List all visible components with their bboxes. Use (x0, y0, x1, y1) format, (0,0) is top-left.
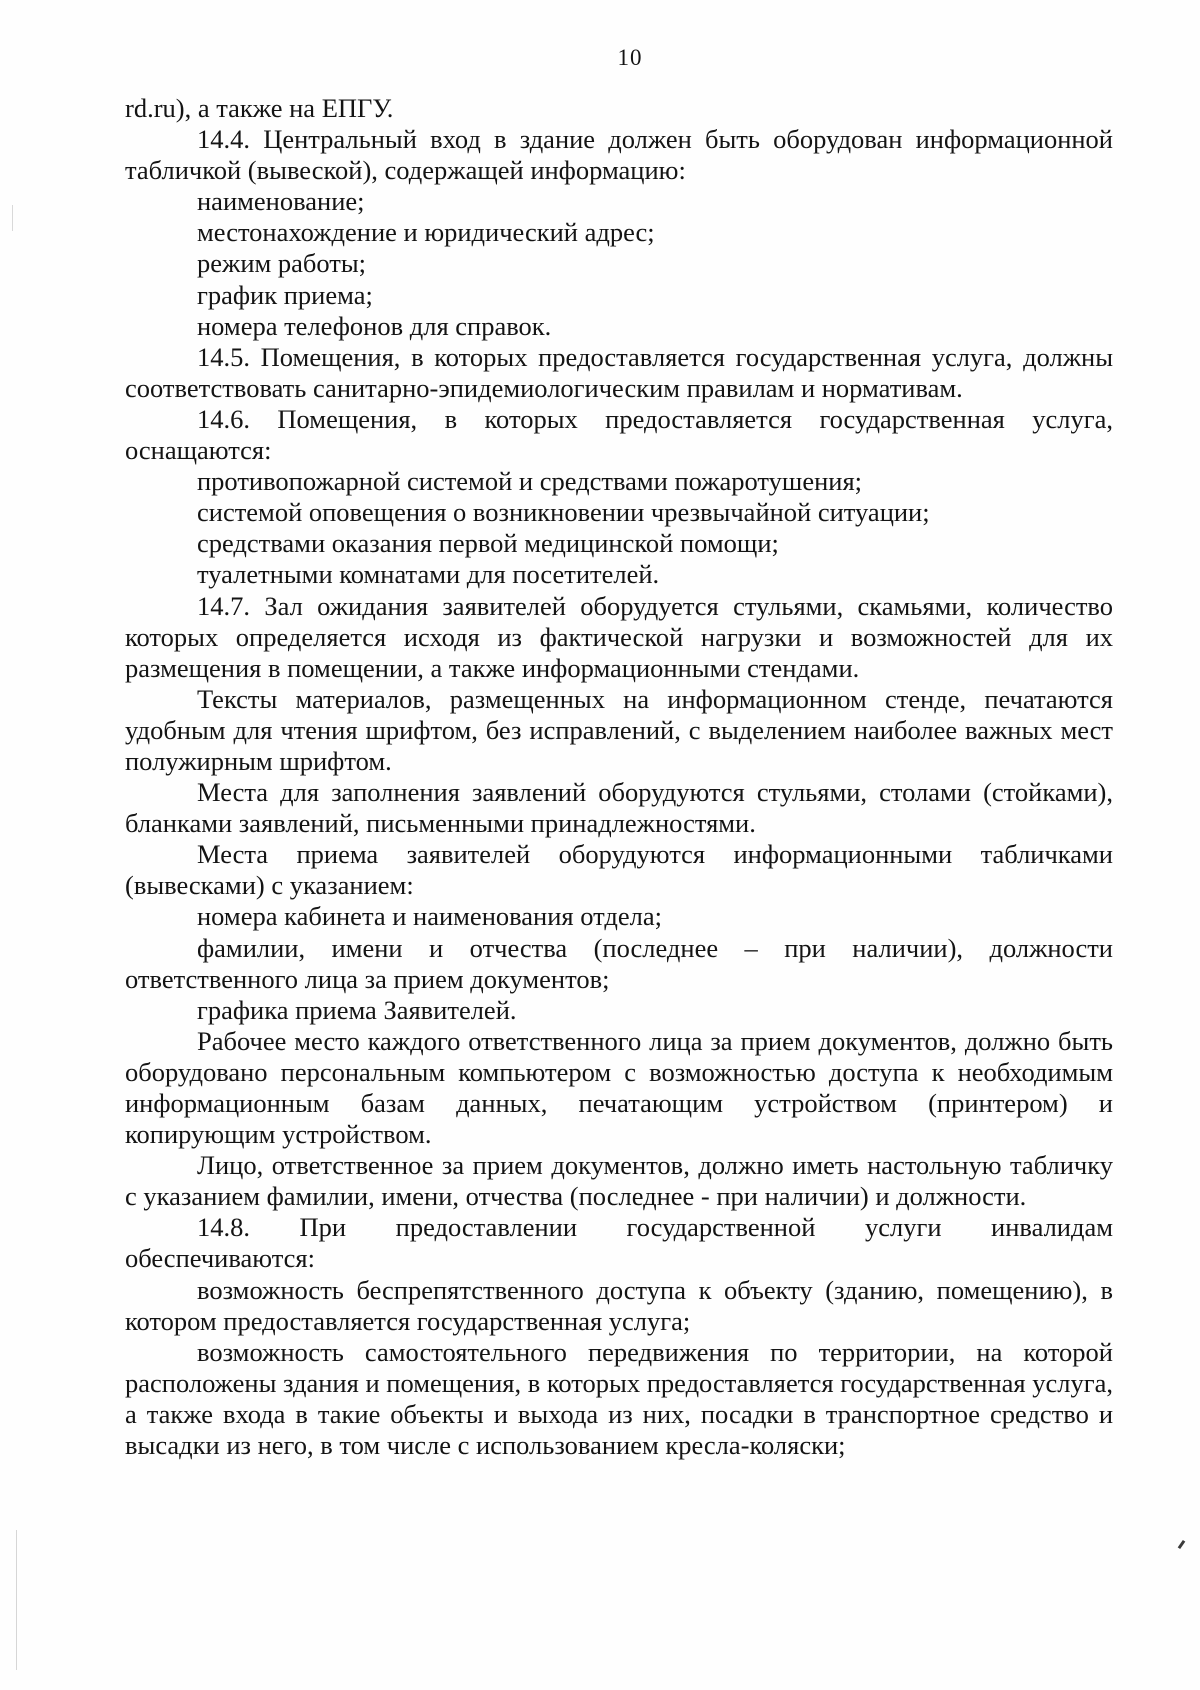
list-item: режим работы; (197, 248, 367, 279)
list-item: график приема; (197, 279, 373, 310)
list-item: туалетными комнатами для посетителей. (197, 559, 660, 590)
scan-margin-line (16, 1530, 17, 1670)
paragraph: возможность беспрепятственного доступа к объекту (зданию, помещению), в котором предоставляется государственная услуга; (125, 1274, 1113, 1336)
list-item: фамилии, имени и отчества (последнее – при наличии), должности ответственного лица за прием документов; (125, 932, 1113, 994)
list-item: противопожарной системой и средствами пожаротушения; (197, 466, 862, 497)
page-number: 10 (617, 45, 643, 70)
paragraph: Места приема заявителей оборудуются информационными табличками (вывесками) с указанием: (125, 839, 1113, 901)
list-item: номера телефонов для справок. (197, 310, 552, 341)
paragraph-continuation: rd.ru), а также на ЕПГУ. (125, 93, 394, 123)
paragraph-14-4: 14.4. Центральный вход в здание должен быть оборудован информационной табличкой (вывеской), содержащей информацию: (125, 124, 1113, 186)
paragraph: Тексты материалов, размещенных на информационном стенде, печатаются удобным для чтения шрифтом, без исправлений, с выделением наиболее важных мест полужирным шрифтом. (125, 683, 1113, 776)
paragraph: возможность самостоятельного передвижения по территории, на которой расположены здания и помещения, в которых предоставляется государственная услуга, а также входа в такие объекты и выхода из них, посадки в транспортное средство и высадки из него, в том числе с использованием кресла-коляски; (125, 1336, 1113, 1461)
list-item: системой оповещения о возникновении чрезвычайной ситуации; (197, 497, 930, 528)
paragraph: Рабочее место каждого ответственного лица за прием документов, должно быть оборудовано персональным компьютером с возможностью доступа к необходимым информационным базам данных, печатающим устройством (принтером) и копирующим устройством. (125, 1025, 1113, 1150)
paragraph: Лицо, ответственное за прием документов, должно иметь настольную табличку с указанием фамилии, имени, отчества (последнее - при наличии) и должности. (125, 1150, 1113, 1212)
paragraph-14-5: 14.5. Помещения, в которых предоставляется государственная услуга, должны соответствовать санитарно-эпидемиологическим правилам и нормативам. (125, 341, 1113, 403)
paragraph-14-6: 14.6. Помещения, в которых предоставляется государственная услуга, оснащаются: (125, 403, 1113, 466)
list-item: местонахождение и юридический адрес; (197, 217, 655, 248)
paragraph-continuation: обеспечиваются: (125, 1243, 315, 1274)
scan-margin-tick (12, 205, 13, 231)
list-item: наименование; (197, 186, 365, 217)
list-item: графика приема Заявителей. (197, 994, 517, 1025)
list-item: средствами оказания первой медицинской помощи; (197, 528, 779, 559)
paragraph: Места для заполнения заявлений оборудуются стульями, столами (стойками), бланками заявлений, письменными принадлежностями. (125, 777, 1113, 839)
list-item: номера кабинета и наименования отдела; (197, 901, 662, 932)
paragraph-14-7: 14.7. Зал ожидания заявителей оборудуется стульями, скамьями, количество которых определяется исходя из фактической нагрузки и возможностей для их размещения в помещении, а также информационными стендами. (125, 590, 1113, 683)
document-body (125, 93, 1113, 1461)
scan-mark (1178, 1540, 1186, 1549)
paragraph-14-8: 14.8. При предоставлении государственной услуги инвалидам (197, 1212, 1113, 1243)
